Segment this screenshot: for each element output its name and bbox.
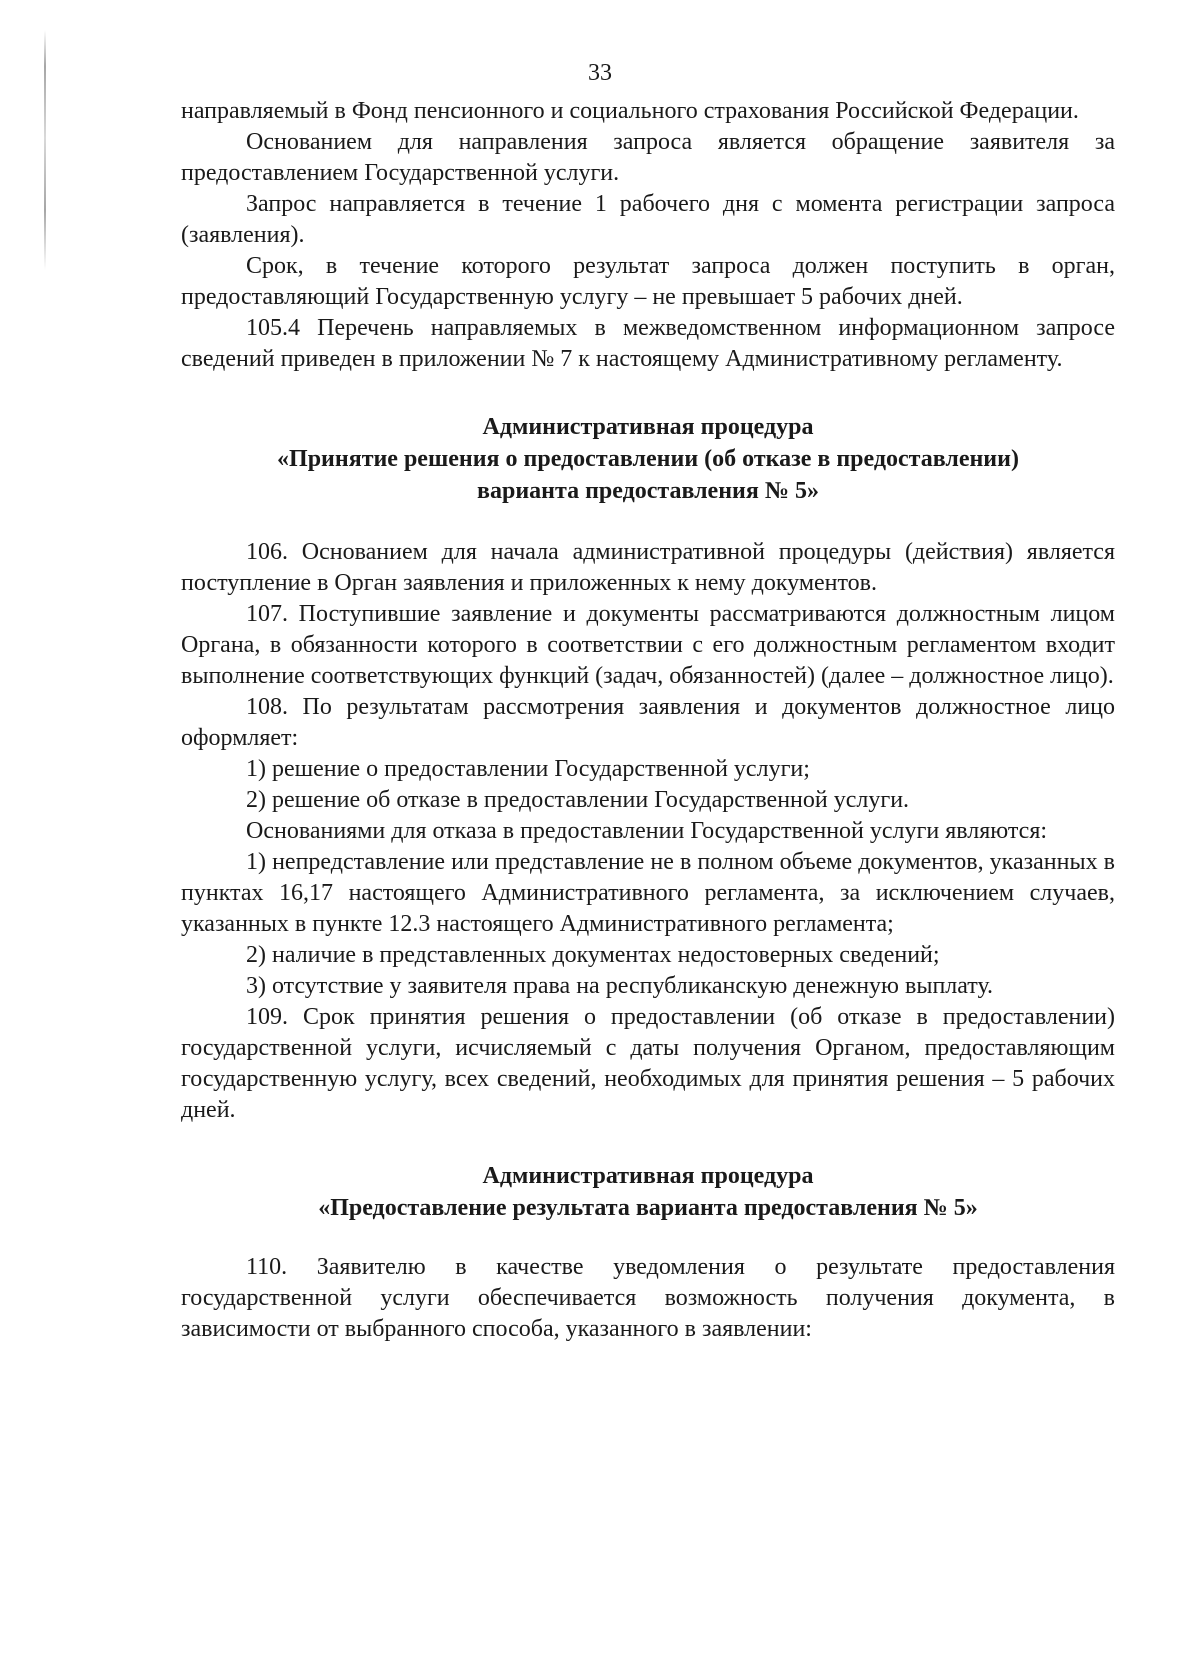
heading-line: Административная процедура <box>482 1163 814 1189</box>
paragraph-refusal-grounds: Основаниями для отказа в предоставлении Государственной услуги являются: <box>246 818 1048 844</box>
document-body <box>181 96 1115 1345</box>
list-item-ground-1: 1) непредставление или представление не в полном объеме документов, указанных в пунктах 16,17 настоящего Административного регламента, за исключением случаев, указанных в пункте 12.3 настоящего Административного регламента; <box>181 849 1115 937</box>
section-heading-decision <box>181 411 1115 507</box>
list-item-108-1: 1) решение о предоставлении Государственной услуги; <box>246 756 810 782</box>
paragraph-110: 110. Заявителю в качестве уведомления о результате предоставления государственной услуги обеспечивается возможность получения документа, в зависимости от выбранного способа, указанного в заявлении: <box>181 1254 1115 1342</box>
heading-line: варианта предоставления № 5» <box>477 478 819 504</box>
paragraph-request-timing: Запрос направляется в течение 1 рабочего дня с момента регистрации запроса (заявления). <box>181 191 1115 248</box>
heading-line: «Принятие решения о предоставлении (об отказе в предоставлении) <box>277 446 1019 472</box>
page-number: 33 <box>588 60 612 86</box>
paragraph-109: 109. Срок принятия решения о предоставлении (об отказе в предоставлении) государственной услуги, исчисляемый с даты получения Органом, предоставляющим государственную услугу, всех сведений, необходимых для принятия решения – 5 рабочих дней. <box>181 1004 1115 1123</box>
list-item-ground-2: 2) наличие в представленных документах недостоверных сведений; <box>246 942 940 968</box>
paragraph-108: 108. По результатам рассмотрения заявления и документов должностное лицо оформляет: <box>181 694 1115 751</box>
section-heading-result <box>181 1160 1115 1224</box>
paragraph-continuation: направляемый в Фонд пенсионного и социального страхования Российской Федерации. <box>181 98 1079 124</box>
paragraph-request-basis: Основанием для направления запроса является обращение заявителя за предоставлением Государственной услуги. <box>181 129 1115 186</box>
heading-line: «Предоставление результата варианта предоставления № 5» <box>318 1195 978 1221</box>
paragraph-106: 106. Основанием для начала административной процедуры (действия) является поступление в Орган заявления и приложенных к нему документов. <box>181 539 1115 596</box>
heading-line: Административная процедура <box>482 414 814 440</box>
paragraph-105-4: 105.4 Перечень направляемых в межведомственном информационном запросе сведений приведен в приложении № 7 к настоящему Административному регламенту. <box>181 315 1115 372</box>
paragraph-107: 107. Поступившие заявление и документы рассматриваются должностным лицом Органа, в обязанности которого в соответствии с его должностным регламентом входит выполнение соответствующих функций (задач, обязанностей) (далее – должностное лицо). <box>181 601 1115 689</box>
list-item-108-2: 2) решение об отказе в предоставлении Государственной услуги. <box>246 787 910 813</box>
paragraph-response-deadline: Срок, в течение которого результат запроса должен поступить в орган, предоставляющий Государственную услугу – не превышает 5 рабочих дней. <box>181 253 1115 310</box>
list-item-ground-3: 3) отсутствие у заявителя права на республиканскую денежную выплату. <box>246 973 994 999</box>
